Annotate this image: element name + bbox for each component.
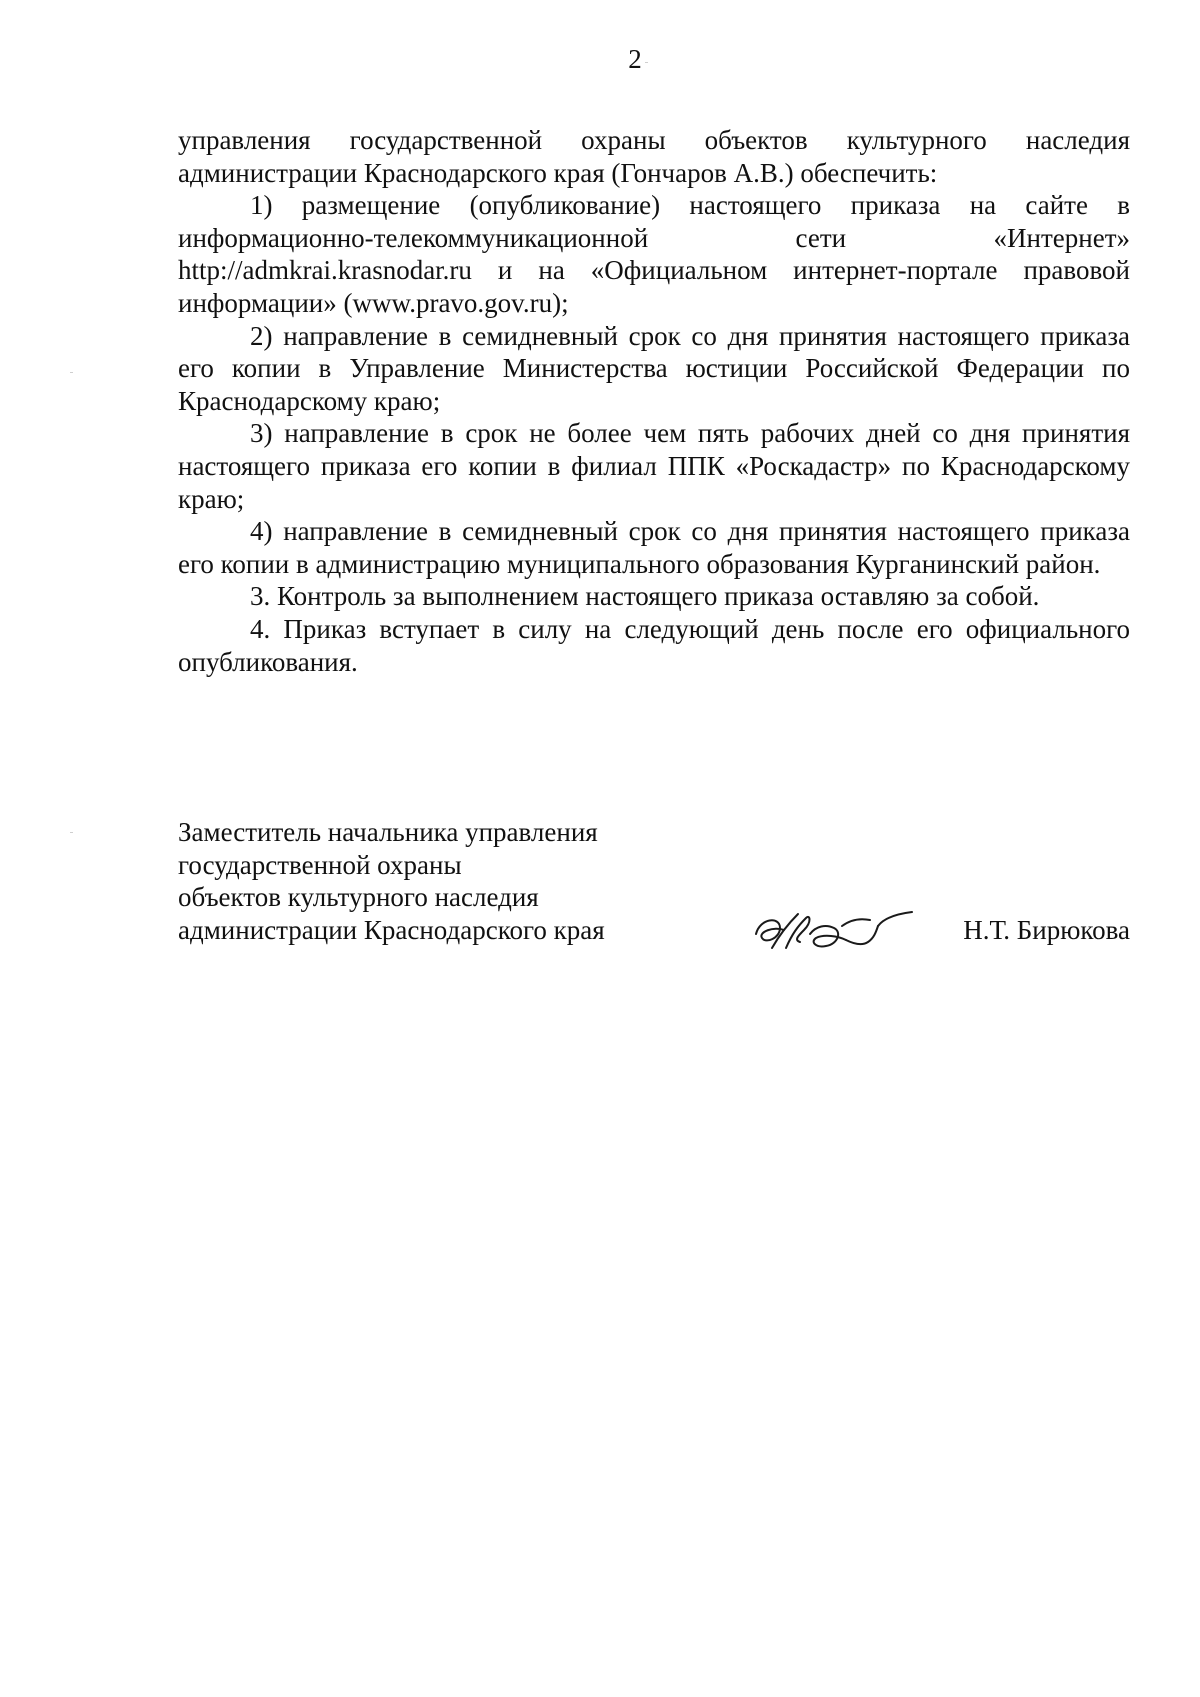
paragraph-item-3: 3) направление в срок не более чем пять рабочих дней со дня принятия настоящего приказа его копии в филиал ППК «Роскадастр» по Краснодарскому краю;	[178, 418, 1130, 514]
scan-speck	[70, 832, 73, 833]
scan-speck	[645, 62, 648, 63]
signature-block	[178, 816, 1130, 956]
paragraph-item-1: 1) размещение (опубликование) настоящего приказа на сайте в информационно-телекоммуникационной сети «Интернет» http://admkrai.krasnodar.ru и на «Официальном интернет-портале правовой информации» (www.pravo.gov.ru);	[178, 190, 1130, 318]
paragraph-clause-4: 4. Приказ вступает в силу на следующий день после его официального опубликования.	[178, 613, 1130, 677]
paragraph-clause-3: 3. Контроль за выполнением настоящего приказа оставляю за собой.	[250, 581, 1040, 612]
paragraph-intro: управления государственной охраны объектов культурного наследия администрации Краснодарского края (Гончаров А.В.) обеспечить:	[178, 125, 1130, 188]
scan-speck	[70, 372, 73, 373]
signer-position-line: Заместитель начальника управления	[178, 817, 598, 847]
handwritten-signature	[750, 904, 920, 960]
paragraph-item-4: 4) направление в семидневный срок со дня принятия настоящего приказа его копии в администрацию муниципального образования Курганинский район.	[178, 516, 1130, 579]
signer-position-line: объектов культурного наследия	[178, 882, 539, 913]
signer-position-line: администрации Краснодарского края	[178, 914, 605, 945]
signer-position-line: государственной охраны	[178, 849, 462, 880]
order-body-text	[178, 124, 1130, 678]
paragraph-item-2: 2) направление в семидневный срок со дня принятия настоящего приказа его копии в Управление Министерства юстиции Российской Федерации по Краснодарскому краю;	[178, 320, 1130, 416]
signer-name: Н.Т. Бирюкова	[963, 915, 1130, 945]
page-number: 2	[628, 44, 642, 74]
